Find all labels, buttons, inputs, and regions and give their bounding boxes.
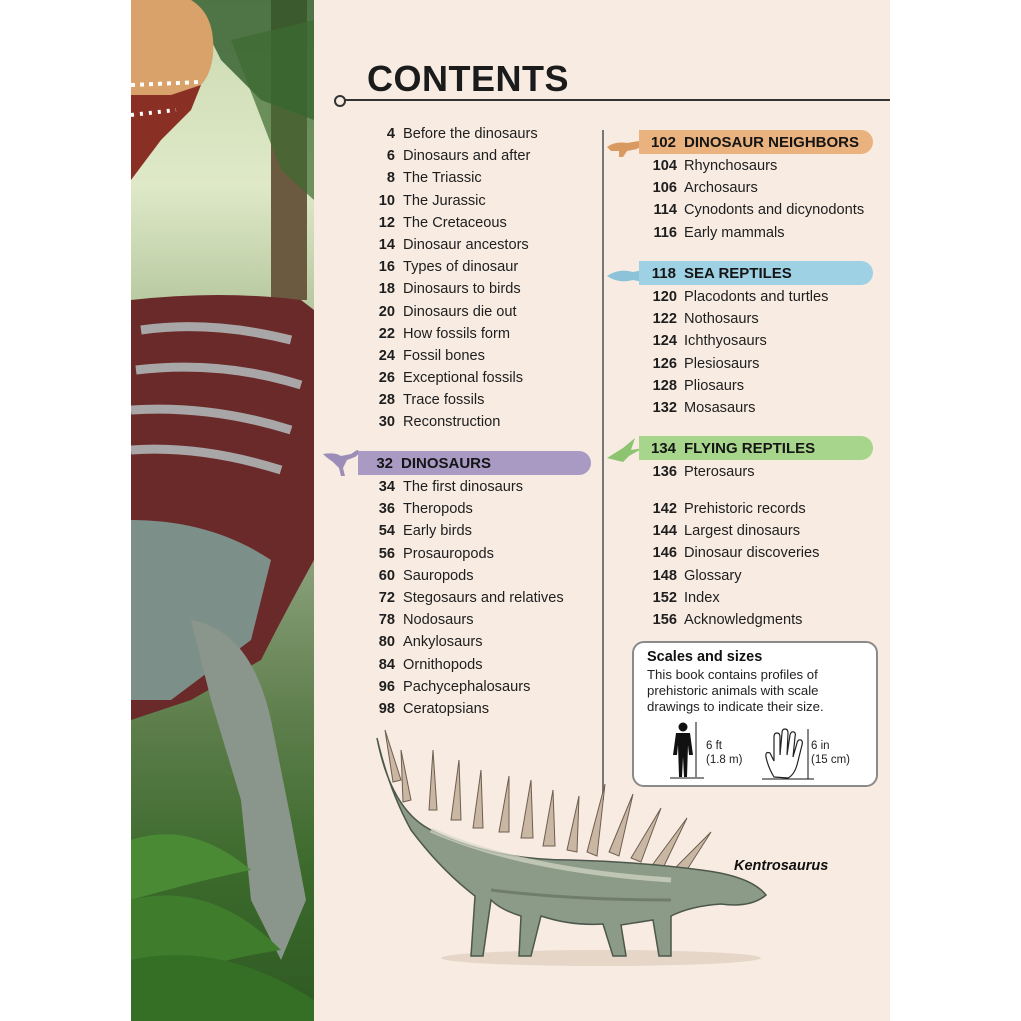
book-page — [131, 0, 890, 1021]
toc-entry[interactable]: 34 The first dinosaurs — [378, 479, 524, 495]
toc-entry[interactable]: 148 Glossary — [652, 567, 742, 584]
appendix-list — [643, 501, 819, 634]
toc-entry[interactable]: 60 Sauropods — [378, 567, 474, 584]
column-divider — [602, 130, 604, 800]
toc-entry[interactable]: 72 Stegosaurs and relatives — [378, 589, 564, 606]
title-rule-dot — [334, 95, 346, 107]
toc-entry[interactable]: 126 Plesiosaurs — [652, 355, 760, 372]
toc-entry[interactable]: 146 Dinosaur discoveries — [652, 545, 820, 562]
toc-entry[interactable]: 22 How fossils form — [378, 325, 511, 342]
toc-entry[interactable]: 80 Ankylosaurs — [378, 634, 483, 651]
toc-entry[interactable]: 10 The Jurassic — [378, 192, 486, 209]
toc-entry[interactable]: 144 Largest dinosaurs — [652, 523, 801, 540]
toc-entry[interactable]: 18 Dinosaurs to birds — [378, 281, 521, 298]
toc-entry[interactable]: 16 Types of dinosaur — [378, 259, 519, 276]
toc-entry[interactable]: 78 Nodosaurs — [378, 612, 474, 629]
toc-entry[interactable]: 156 Acknowledgments — [652, 611, 803, 628]
toc-entry[interactable]: 8 The Triassic — [386, 170, 482, 187]
toc-entry[interactable]: 132 Mosasaurs — [652, 399, 756, 416]
theropod-icon — [321, 448, 363, 478]
toc-entry[interactable]: 124 Ichthyosaurs — [652, 333, 767, 350]
toc-entry[interactable]: 136 Pterosaurs — [652, 464, 755, 480]
human-height-metric-label: (1.8 m) — [706, 754, 743, 766]
section-band-flying-reptiles[interactable]: 134 FLYING REPTILES — [639, 436, 873, 460]
kentrosaurus-illustration — [371, 720, 791, 970]
hand-size-label: 6 in — [811, 740, 830, 752]
toc-entry[interactable]: 120 Placodonts and turtles — [652, 289, 829, 305]
toc-entry[interactable]: 36 Theropods — [378, 501, 473, 518]
hand-size-metric-label: (15 cm) — [811, 754, 850, 766]
section-band-sea-reptiles[interactable]: 118 SEA REPTILES — [639, 261, 873, 285]
toc-entry[interactable]: 54 Early birds — [378, 523, 472, 540]
toc-entry[interactable]: 26 Exceptional fossils — [378, 370, 524, 387]
toc-entry[interactable]: 12 The Cretaceous — [378, 214, 507, 231]
neighbors-list — [643, 158, 864, 247]
human-height-label: 6 ft — [706, 740, 722, 752]
toc-entry[interactable]: 128 Pliosaurs — [652, 377, 745, 394]
toc-entry[interactable]: 56 Prosauropods — [378, 545, 494, 562]
toc-entry[interactable]: 14 Dinosaur ancestors — [378, 236, 529, 253]
toc-entry[interactable]: 106 Archosaurs — [652, 180, 758, 197]
page-title: CONTENTS — [367, 58, 569, 99]
toc-entry[interactable]: 96 Pachycephalosaurs — [378, 678, 531, 695]
dinosaur-photo — [131, 0, 314, 1021]
title-rule — [341, 99, 890, 101]
toc-entry[interactable]: 152 Index — [652, 589, 720, 606]
dinosaurs-list — [365, 479, 564, 723]
toc-entry[interactable]: 24 Fossil bones — [378, 347, 485, 364]
sea-reptiles-list — [643, 289, 828, 422]
toc-entry[interactable]: 114 Cynodonts and dicynodonts — [653, 202, 865, 219]
toc-entry[interactable]: 28 Trace fossils — [378, 392, 485, 409]
intro-list — [365, 126, 538, 437]
toc-entry[interactable]: 116 Early mammals — [653, 224, 785, 241]
section-band-neighbors[interactable]: 102 DINOSAUR NEIGHBORS — [639, 130, 873, 154]
toc-entry[interactable]: 104 Rhynchosaurs — [652, 158, 778, 174]
scales-title: Scales and sizes — [647, 649, 763, 665]
toc-entry[interactable]: 4 Before the dinosaurs — [386, 126, 538, 142]
toc-entry[interactable]: 84 Ornithopods — [378, 656, 483, 673]
scales-text: This book contains profiles of prehistoric animals with scale drawings to indicate their size. — [647, 667, 824, 714]
illustration-caption: Kentrosaurus — [734, 858, 829, 874]
toc-entry[interactable]: 142 Prehistoric records — [652, 501, 806, 517]
flying-reptiles-list — [643, 464, 755, 486]
section-band-dinosaurs[interactable]: 32 DINOSAURS — [358, 451, 591, 475]
toc-entry[interactable]: 6 Dinosaurs and after — [386, 148, 531, 165]
toc-entry[interactable]: 98 Ceratopsians — [378, 700, 489, 717]
toc-entry[interactable]: 30 Reconstruction — [378, 414, 501, 431]
toc-entry[interactable]: 122 Nothosaurs — [652, 311, 759, 328]
toc-entry[interactable]: 20 Dinosaurs die out — [378, 303, 517, 320]
